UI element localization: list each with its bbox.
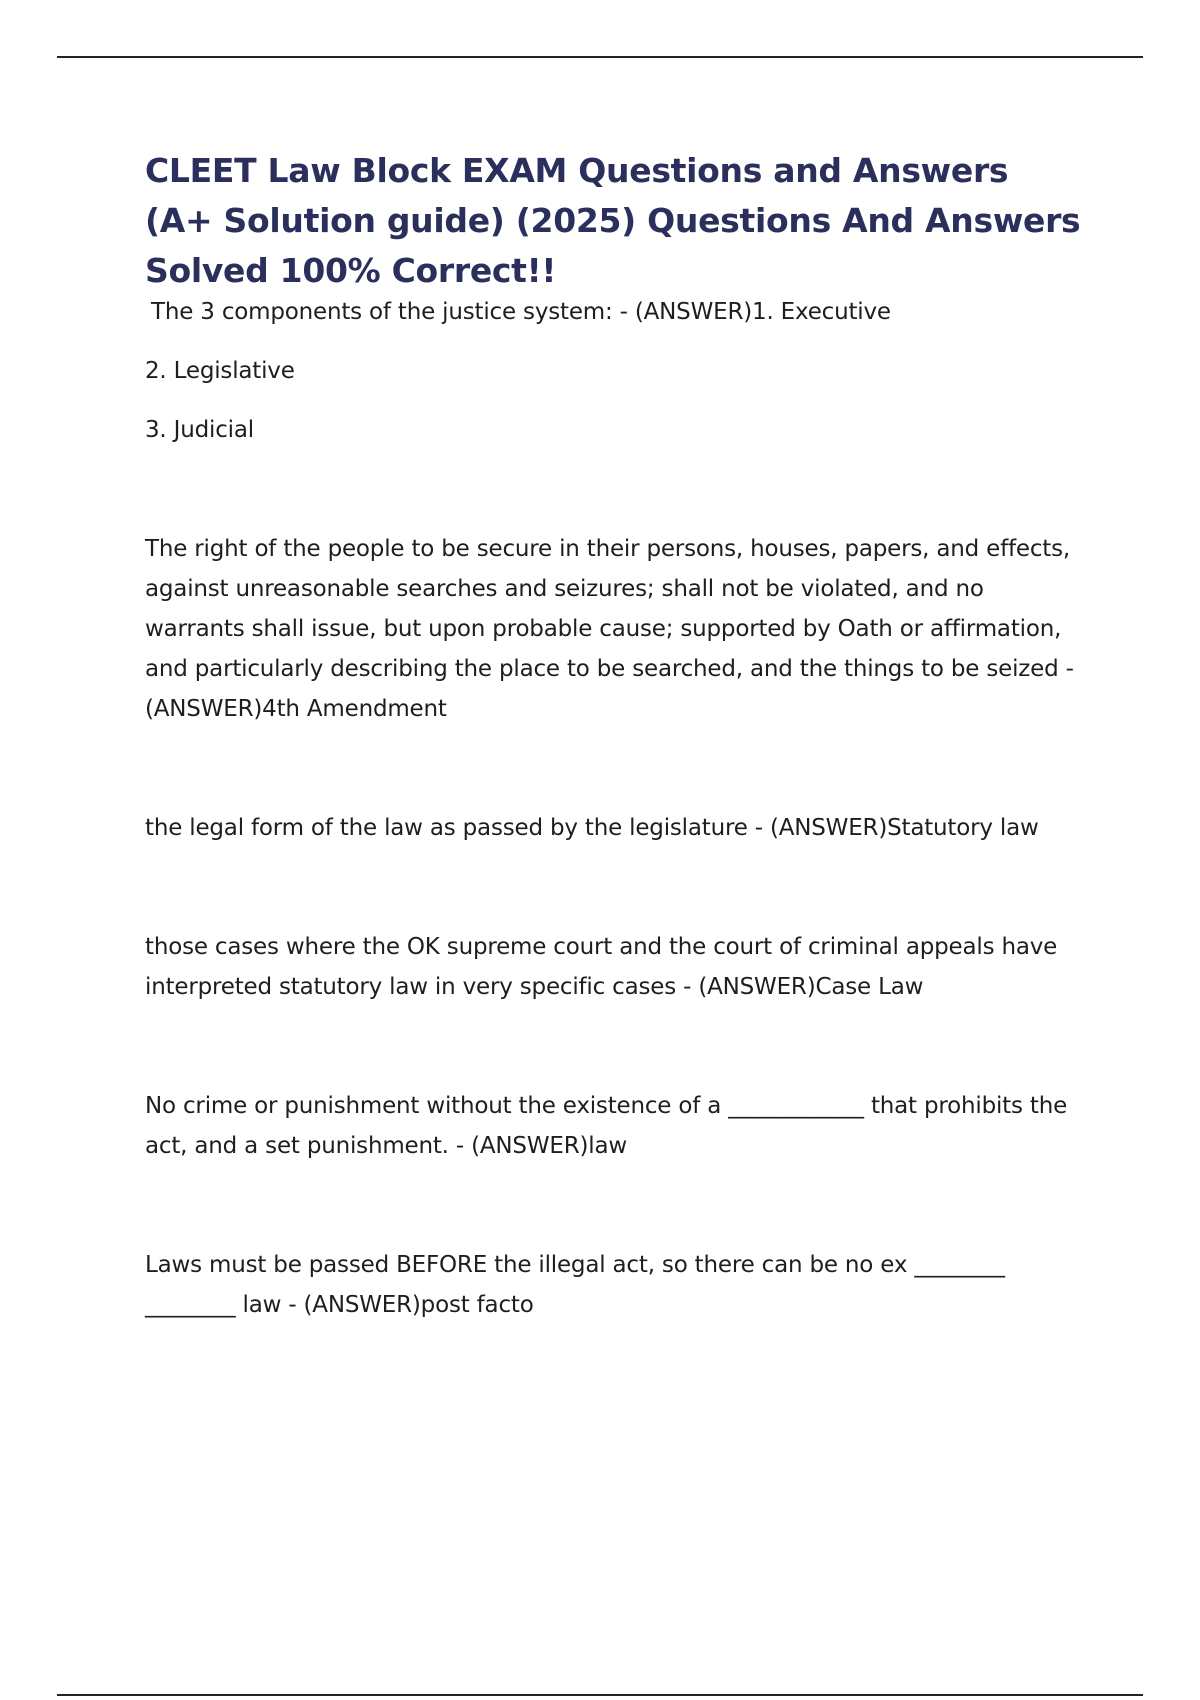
header-rule — [57, 56, 1143, 58]
qa-item-5: No crime or punishment without the existence of a ____________ that prohibits the act, and a set punishment. - (ANSWER)law — [145, 1093, 1068, 1159]
document-body — [145, 146, 1085, 1325]
footer-rule — [57, 1694, 1143, 1696]
qa-item-4: those cases where the OK supreme court and the court of criminal appeals have interpreted statutory law in very specific cases - (ANSWER)Case Law — [145, 934, 1058, 1000]
qa-item-2: The right of the people to be secure in their persons, houses, papers, and effects, against unreasonable searches and seizures; shall not be violated, and no warrants shall issue, but upon probable cause; supported by Oath or affirmation, and particularly describing the place to be searched, and the things to be seized - (ANSWER)4th Amendment — [145, 536, 1074, 722]
qa-item-6: Laws must be passed BEFORE the illegal act, so there can be no ex ________ ________ law - (ANSWER)post facto — [145, 1252, 1005, 1318]
qa-item-1-answer-line-3: 3. Judicial — [145, 417, 254, 443]
qa-item-1-question: The 3 components of the justice system: - (ANSWER)1. Executive — [151, 299, 891, 325]
qa-item-1-answer-line-2: 2. Legislative — [145, 358, 295, 384]
document-title: CLEET Law Block EXAM Questions and Answers (A+ Solution guide) (2025) Questions And Answers Solved 100% Correct!! — [145, 151, 1081, 290]
qa-item-3: the legal form of the law as passed by the legislature - (ANSWER)Statutory law — [145, 815, 1039, 841]
